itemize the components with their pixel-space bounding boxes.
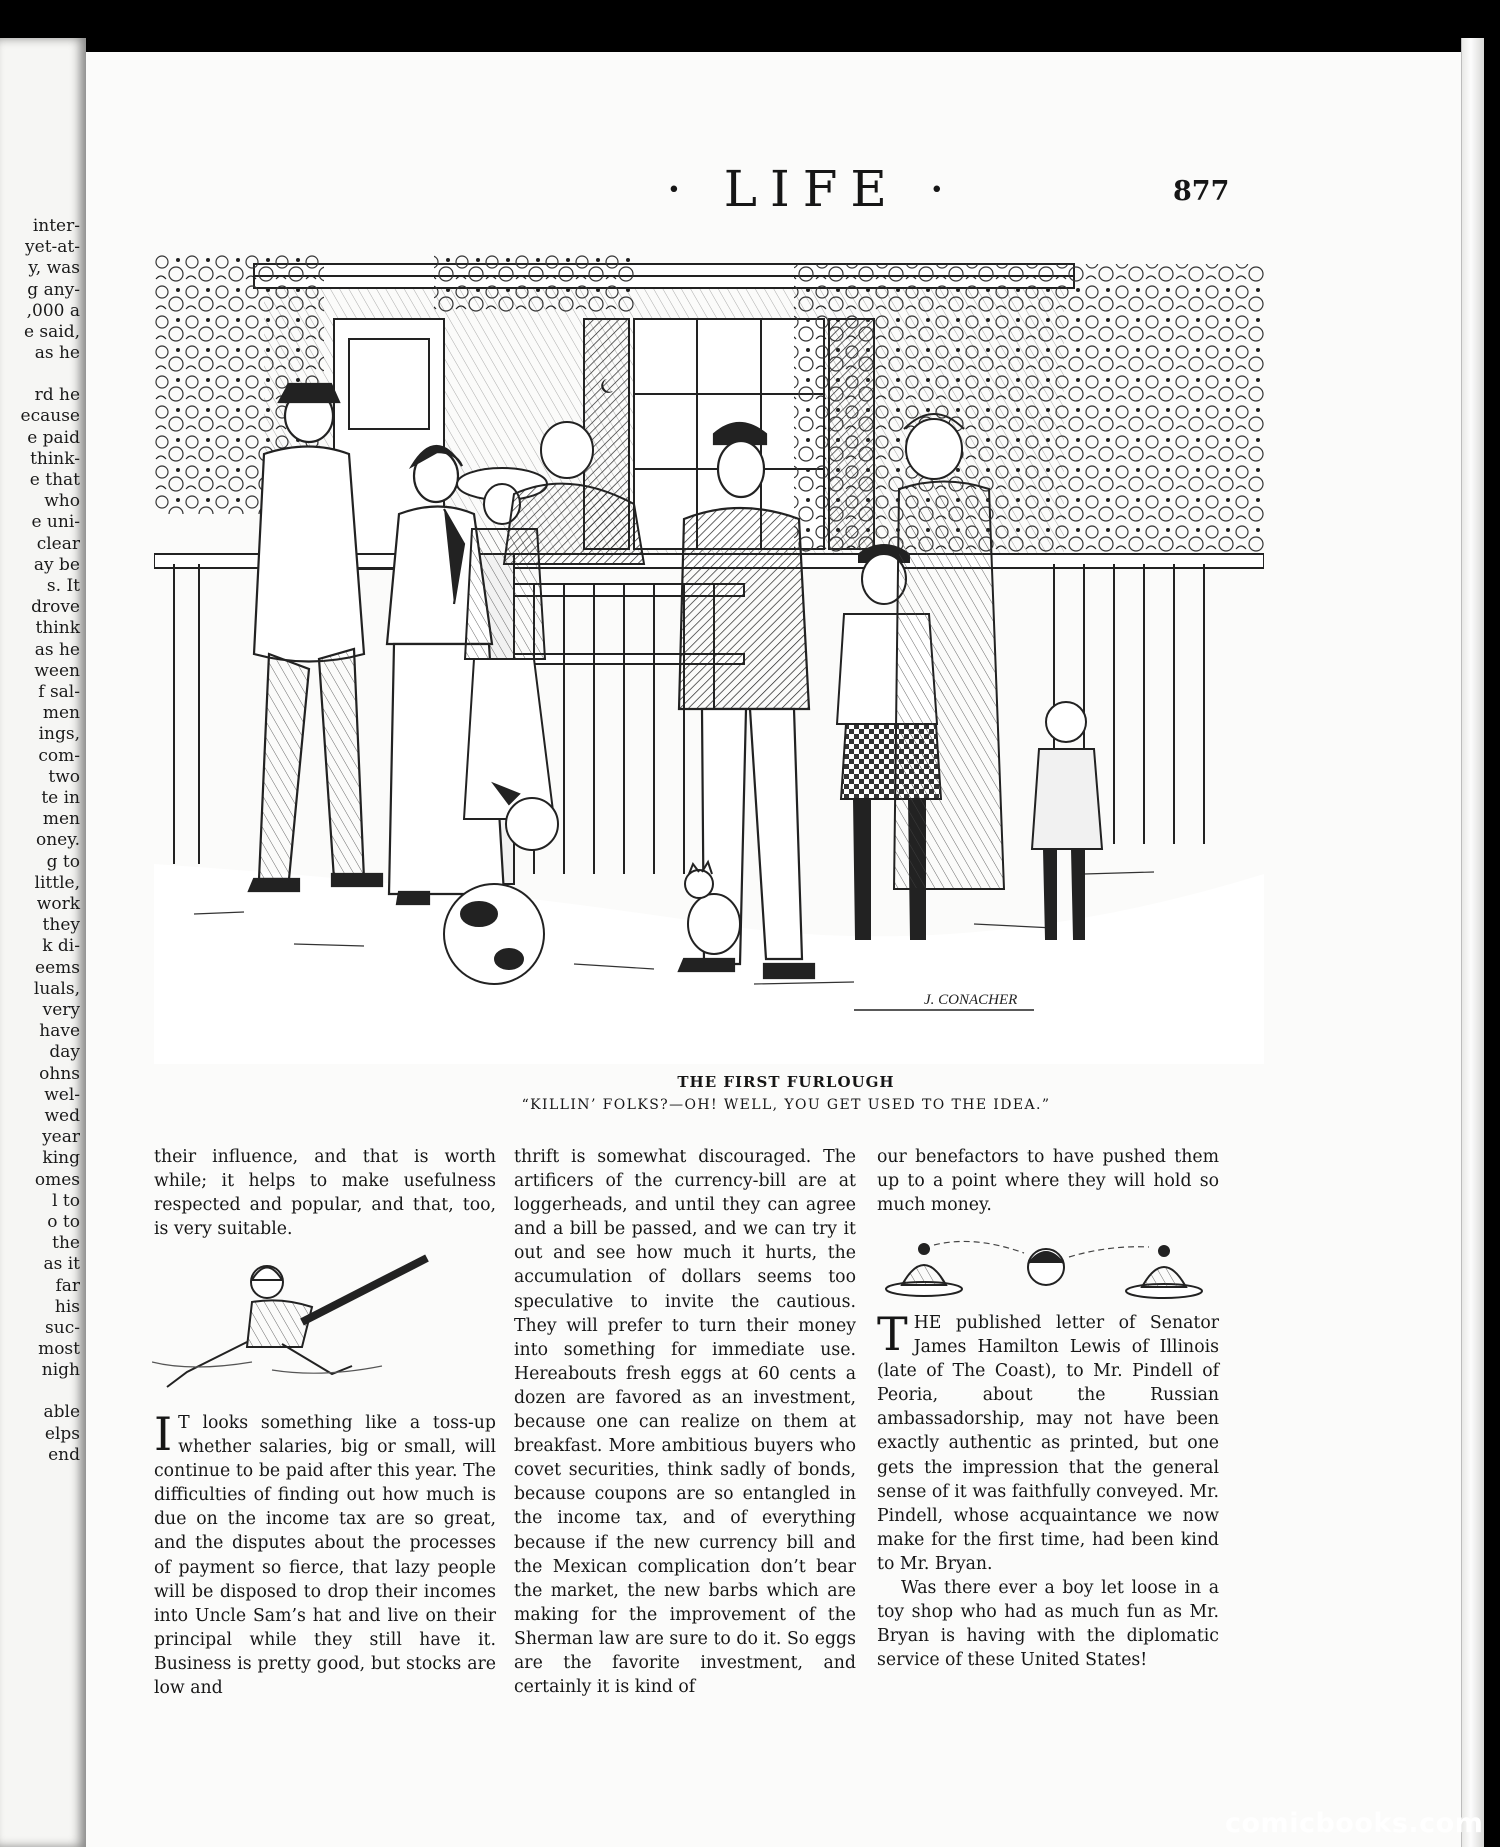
watermark: comicbooks.com: [1225, 1808, 1484, 1839]
facing-page-line: drove: [31, 597, 80, 618]
facing-page-line: e uni-: [31, 512, 80, 533]
facing-page-line: l to: [52, 1190, 80, 1211]
facing-page-line: luals,: [33, 978, 80, 999]
facing-page-line: ohns: [39, 1063, 80, 1084]
facing-page-line: e paid: [27, 427, 80, 448]
facing-page-line: oney.: [36, 830, 80, 851]
facing-page-line: work: [36, 894, 80, 914]
figure-small-child: [1032, 702, 1102, 939]
paragraph: thrift is somewhat discouraged. The artificers of the currency-bill are at loggerheads, and until they can agree and a bill be passed, and we can try it out and see how much it hurts, the accumulation of dollars seems too speculative to invite the cautious. They will prefer to turn their money into something for immediate use. Hereabouts fresh eggs at 60 cents a dozen are favored as an investment, because one can realize on them at breakfast. More ambitious buyers who covet securities, think sadly of bonds, because coupons are so entangled in the income tax, and of everything because if the new currency bill and the Mexican complication don’t bear the market, the new barbs which are making for the improvement of the Sherman law are sure to do it. So eggs are the favorite investment, and certainly it is kind of: [514, 1147, 856, 1698]
artist-signature: J. CONACHER: [924, 992, 1018, 1008]
drop-cap: I: [154, 1407, 173, 1461]
facing-page-line: most: [38, 1339, 80, 1360]
facing-page-line: men: [42, 703, 80, 724]
facing-page-line: omes: [34, 1169, 80, 1190]
magazine-page: [86, 52, 1482, 1847]
cartoon-illustration: [154, 224, 1264, 1064]
facing-page-line: nigh: [41, 1360, 80, 1381]
facing-page-line: the: [52, 1233, 80, 1254]
facing-page-line: e said,: [23, 322, 80, 342]
paragraph: Was there ever a boy let loose in a toy shop who had as much fun as Mr. Bryan is having with the diplomatic service of these United States!: [877, 1578, 1219, 1671]
masthead-title: · LIFE ·: [666, 160, 958, 218]
facing-page-line: te in: [41, 788, 80, 808]
facing-page-line: two: [48, 766, 80, 787]
vignette-running-soldier: [152, 1252, 472, 1402]
facing-page-line: e that: [29, 470, 80, 490]
column-1-body: [154, 1407, 496, 1700]
facing-page-line: very: [42, 1000, 80, 1020]
facing-page-line: day: [49, 1042, 80, 1063]
facing-page-line: they: [42, 915, 80, 936]
page-number: 877: [1173, 176, 1230, 207]
facing-page-line: rd he: [34, 385, 80, 406]
facing-page-line: as he: [34, 343, 80, 364]
facing-page-line: wel-: [44, 1084, 80, 1105]
column-3-body: [877, 1307, 1219, 1672]
facing-page-line: year: [42, 1127, 80, 1148]
vignette-puddings: [874, 1227, 1219, 1305]
facing-page: [0, 38, 86, 1847]
facing-page-line: able: [43, 1402, 80, 1423]
paragraph: HE published letter of Senator James Hamilton Lewis of Illinois (late of The Coast), to Mr. Pindell of Peoria, about the Russian ambassadorship, may not have been exactly authentic as printed, but one gets the impression that the general sense of it was faithfully conveyed. Mr. Pindell, whose acquaintance we now make for the first time, had been kind to Mr. Bryan.: [877, 1313, 1219, 1574]
facing-page-line: yet-at-: [25, 237, 80, 258]
facing-page-line: g any-: [27, 279, 80, 300]
cartoon-caption-quote: “KILLIN’ FOLKS?—OH! WELL, YOU GET USED TO THE IDEA.”: [521, 1097, 1051, 1113]
facing-page-line: ,000 a: [26, 300, 80, 321]
facing-page-line: as it: [43, 1254, 80, 1275]
facing-page-line: clear: [36, 533, 80, 554]
facing-page-line: king: [42, 1148, 80, 1169]
facing-page-line: think: [35, 618, 80, 639]
facing-page-line: who: [44, 491, 80, 512]
facing-page-line: f sal-: [38, 682, 80, 702]
facing-page-line: g to: [46, 851, 80, 872]
facing-page-line: inter-: [32, 216, 80, 236]
facing-page-line: suc-: [45, 1318, 80, 1338]
facing-page-line: o to: [47, 1212, 80, 1232]
paragraph: their influence, and that is worth while; it helps to make usefulness respected and popular, and that, too, is very suitable.: [154, 1147, 496, 1240]
facing-page-line: as he: [34, 639, 80, 660]
facing-page-line: elps: [44, 1423, 80, 1444]
facing-page-line: eems: [35, 957, 80, 978]
cartoon-caption-title: THE FIRST FURLOUGH: [677, 1073, 895, 1091]
facing-page-line: ings,: [38, 724, 80, 745]
paragraph: T looks something like a toss-up whether salaries, big or small, will continue to be paid after this year. The difficulties of finding out how much is due on the income tax are so great, and the disputes about the processes of payment so fierce, that lazy people will be disposed to drop their incomes into Uncle Sam’s hat and live on their principal while they still have it. Business is pretty good, but stocks are low and: [154, 1413, 496, 1699]
facing-page-line: end: [48, 1444, 80, 1465]
facing-page-line: have: [39, 1021, 80, 1042]
facing-page-line: s. It: [46, 576, 80, 596]
facing-page-line: ecause: [20, 406, 80, 427]
page-edge: [1461, 38, 1484, 1847]
column-3-top: [877, 1145, 1219, 1217]
drop-cap: T: [877, 1307, 908, 1361]
facing-page-line: men: [42, 809, 80, 830]
facing-page-line: com-: [38, 745, 80, 766]
facing-page-line: k di-: [42, 936, 80, 957]
facing-page-line: y, was: [28, 258, 80, 279]
facing-page-line: wed: [44, 1106, 80, 1126]
column-1-top: [154, 1145, 496, 1241]
paragraph: our benefactors to have pushed them up to a point where they will hold so much money.: [877, 1147, 1219, 1216]
facing-page-line: think-: [30, 448, 80, 469]
facing-page-line: ween: [34, 660, 80, 681]
facing-page-line: little,: [34, 872, 80, 893]
facing-page-line: his: [54, 1296, 80, 1317]
column-2: [514, 1145, 856, 1699]
facing-page-line: far: [55, 1275, 80, 1296]
facing-page-line: ay be: [33, 554, 80, 575]
